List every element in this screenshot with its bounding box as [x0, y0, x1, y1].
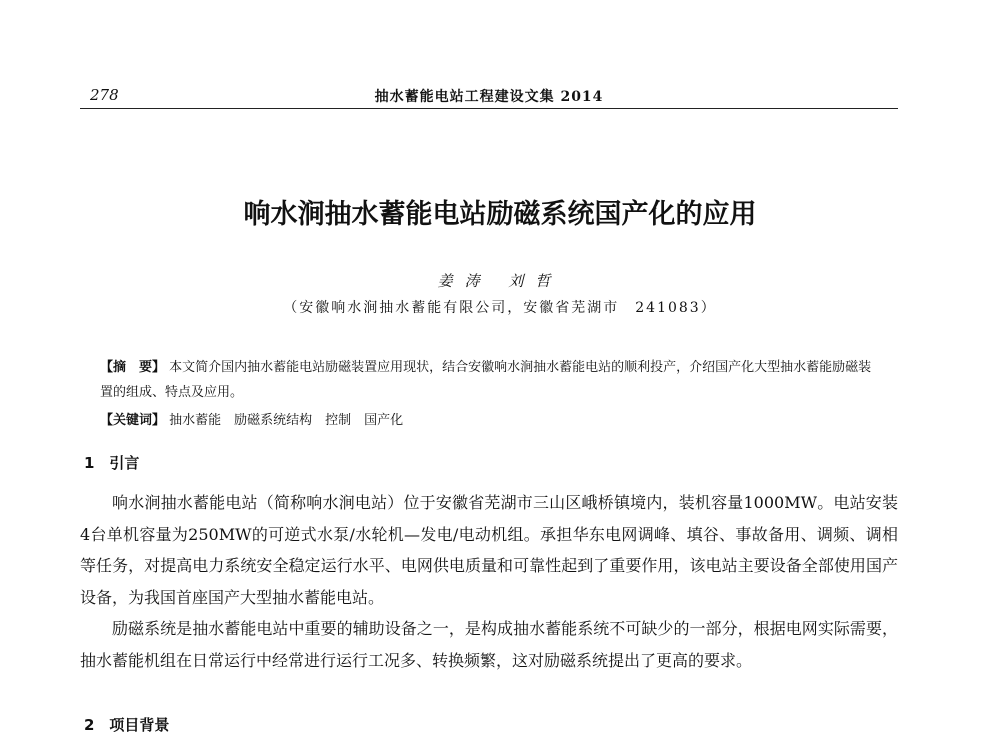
article-title: 响水涧抽水蓄能电站励磁系统国产化的应用: [243, 199, 757, 230]
page-number: 278: [90, 86, 119, 104]
authors: 姜涛 刘哲: [437, 272, 563, 290]
running-header: [80, 86, 898, 109]
journal-title: 抽水蓄能电站工程建设文集 2014: [374, 89, 604, 105]
abstract: [100, 355, 880, 405]
section-heading: 1 引言: [84, 454, 140, 472]
affiliation: （安徽响水涧抽水蓄能有限公司，安徽省芜湖市 241083）: [283, 300, 717, 316]
keywords-label: 【关键词】: [100, 413, 166, 428]
abstract-text: 本文简介国内抽水蓄能电站励磁装置应用现状，结合安徽响水涧抽水蓄能电站的顺利投产，介绍国产化大型抽水蓄能励磁装置的组成、特点及应用。: [100, 360, 872, 400]
paragraph: 响水涧抽水蓄能电站（简称响水涧电站）位于安徽省芜湖市三山区峨桥镇境内，装机容量1000MW。电站安装4台单机容量为250MW的可逆式水泵/水轮机—发电/电动机组。承担华东电网调峰、填谷、事故备用、调频、调相等任务，对提高电力系统安全稳定运行水平、电网供电质量和可靠性起到了重要作用，该电站主要设备全部使用国产设备，为我国首座国产大型抽水蓄能电站。: [80, 493, 898, 607]
keywords-text: 抽水蓄能 励磁系统结构 控制 国产化: [169, 413, 404, 428]
paragraph: 励磁系统是抽水蓄能电站中重要的辅助设备之一，是构成抽水蓄能系统不可缺少的一部分，根据电网实际需要，抽水蓄能机组在日常运行中经常进行运行工况多、转换频繁，这对励磁系统提出了更高的要求。: [80, 619, 898, 670]
abstract-label: 【摘 要】: [100, 360, 166, 375]
keywords: [100, 408, 880, 433]
section-heading: 2 项目背景: [84, 716, 170, 734]
